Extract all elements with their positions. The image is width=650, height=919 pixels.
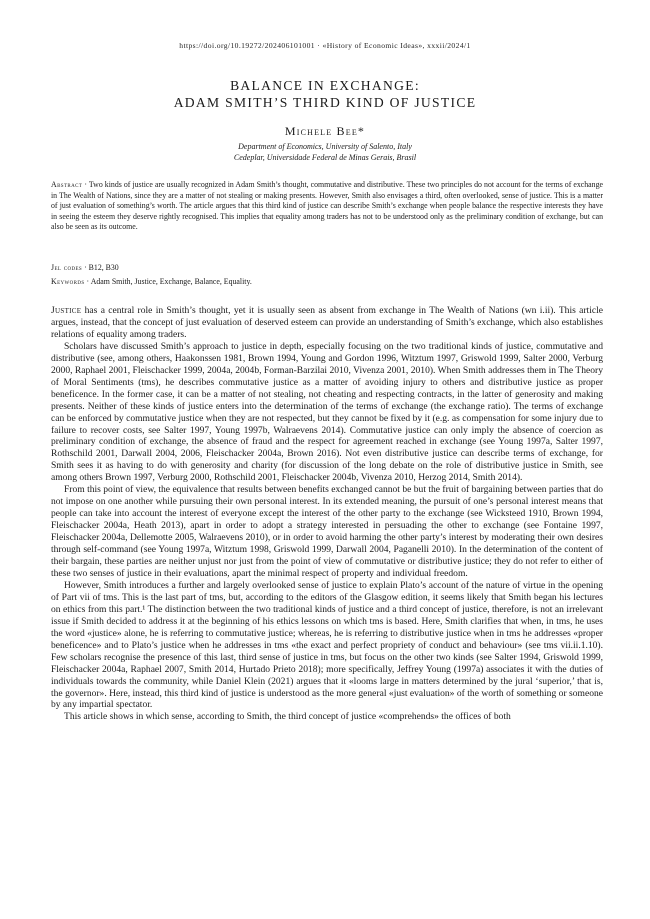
jel-label: Jel codes	[51, 263, 83, 272]
affiliation-line-1: Department of Economics, University of Salento, Italy	[238, 142, 412, 151]
body-paragraph-4: However, Smith introduces a further and largely overlooked sense of justice to explain Plato’s account of the nature of virtue in the opening of Part vii of tms. This is the last part of tms, but, according to the editors of the Glasgow edition, it seems likely that Smith began his lectures on ethics from this part.¹ The distinction between the two traditional kinds of justice and a third concept of justice, therefore, is not an irrelevant issue if Smith decided to address it at the beginning of his ethics lessons on which tms is based. Here, Smith clarifies that when, in tms, he uses the word «justice» alone, he is referring to commutative justice; whereas, he is referring to distributive justice when in tms he addresses «proper beneficence» and to Plato’s justice when he addresses in tms «the exact and perfect propriety of conduct and behaviour» (see tms vii.ii.1.10). Few scholars recognise the presence of this last, third sense of justice in tms, but focus on the other two kinds (see Salter 1994, Griswold 1999, Fleischacker 2004a, Raphael 2007, Smith 2014, Hurtado Prieto 2018); more specifically, Jeffrey Young (1997a) associates it with the duties of individuals towards the community, while Daniel Klein (2021) argues that it «looms large in matters determined by the jural ‘superior,’ that is, the governor». Here, instead, this third kind of justice is understood as the more general «just evaluation» of the worth of something or someone by any impartial spectator.	[51, 579, 603, 711]
body-paragraph-2: Scholars have discussed Smith’s approach to justice in depth, especially focusing on the two traditional kinds of justice, commutative and distributive (see, among others, Haakonssen 1981, Brown 1994, Young and Gordon 1996, Witztum 1997, Griswold 1999, Salter 2000, Verburg 2000, Raphael 2001, Fleischacker 1999, 2004a, 2004b, Forman-Barzilai 2010, Vivenza 2001, 2010). When Smith addresses them in The Theory of Moral Sentiments (tms), he describes commutative justice as a matter of avoiding injury to others and distributive justice as proper beneficence. In the former case, it can be a matter of not stealing, not cheating and respecting contracts, in the latter of generosity and making presents. Neither of these kinds of justice enters into the determination of the terms of exchange (the exchange ratio). The terms of exchange can be enforced by commutative justice when they are not respected, but they cannot be fixed by it (e.g. as compensation for some injury due to failure to recover costs, see Salter 1997, Young 1997b, Walraevens 2014). Commutative justice can only imply the absence of coercion as preliminary condition of exchange, the absence of fraud and the respect for agreement reached in exchange (see Young 1997a, Salter 1997, Rothschild 2001, Darwall 2004, 2006, Fleischacker 2004a, Brown 2016). Not even distributive justice can describe terms of exchange, for Smith sees it as having to do with generosity and charity (for discussion of the long debate on the role of distributive justice in Smith, see among others Brown 1997, Verburg 2000, Rothschild 2001, Fleischacker 2004b, Vivenza 2010, Herzog 2014, Smith 2014).	[51, 340, 603, 484]
abstract-text: · Two kinds of justice are usually recognized in Adam Smith’s thought, commutative and distributive. These two principles do not account for the terms of exchange in The Wealth of Nations, since they are a matter of not stealing or making presents. However, Smith also envisages a third, often overlooked, sense of justice. This is a matter of just evaluation of something’s worth. The article argues that this third kind of justice can describe Smith’s exchange when people balance the respective interests they have in seeing the esteem they deserve rightly recognised. This implies that equality among traders has not to be understood only as the preliminary condition of exchange, but can also be seen as its outcome.	[51, 180, 603, 231]
affiliation-line-2: Cedeplar, Universidade Federal de Minas Gerais, Brasil	[233, 152, 417, 162]
article-title	[0, 77, 650, 111]
author-name: Michele Bee*	[284, 124, 366, 138]
paragraph-1-text: has a central role in Smith’s thought, yet it is usually seen as absent from exchange in The Wealth of Nations (wn i.ii). This article argues, instead, that the concept of just evaluation of deserved esteem can provide an understanding of Smith’s exchange, which also establishes relations of equality among traders.	[51, 305, 603, 340]
article-body	[51, 305, 603, 723]
jel-text: · B12, B30	[82, 263, 119, 272]
keywords-text: · Adam Smith, Justice, Exchange, Balance, Equality.	[84, 277, 252, 286]
title-line-1: BALANCE IN EXCHANGE:	[230, 78, 420, 93]
body-paragraph-3: From this point of view, the equivalence that results between benefits exchanged cannot be but the fruit of bargaining between parties that do not impose on one another while pursuing their own personal interest. In its extended meaning, the pursuit of one’s personal interest means that people can take into account the interest of everyone except the interest of the other party to the exchange (see Wicksteed 1910, Brown 1994, Fleischacker 2004a, Heath 2013), apart in order to adopt a strategy interested in persuading the other to exchange (see Fontaine 1997, Fleischacker 2004a, Dellemotte 2005, Walraevens 2010), or in order to avoid harming the other party’s interest by moderating their own desires through self-command (see Young 1997a, Witztum 1998, Griswold 1999, Darwall 2004, Paganelli 2010). In the determination of the content of their bargain, these parties are neither unjust nor just from the point of view of commutative or distributive justice; they do not refer to either of these two senses of justice in their evaluations, apart the minimal respect of property and individual freedom.	[51, 484, 603, 579]
author-affiliation	[0, 142, 650, 163]
paragraph-lead-word: Justice	[51, 305, 82, 316]
abstract	[51, 180, 603, 233]
title-line-2: ADAM SMITH’S THIRD KIND OF JUSTICE	[173, 95, 477, 110]
running-header[interactable]: https://doi.org/10.19272/202406101001 · «History of Economic Ideas», xxxii/2024/1	[179, 41, 471, 50]
abstract-label: Abstract	[51, 180, 83, 189]
keywords-label: Keywords	[51, 277, 85, 286]
body-paragraph-5: This article shows in which sense, according to Smith, the third concept of justice «comprehends» the offices of both	[64, 711, 511, 723]
body-paragraph-1	[51, 305, 603, 341]
jel-codes	[51, 263, 611, 274]
keywords	[51, 277, 611, 288]
